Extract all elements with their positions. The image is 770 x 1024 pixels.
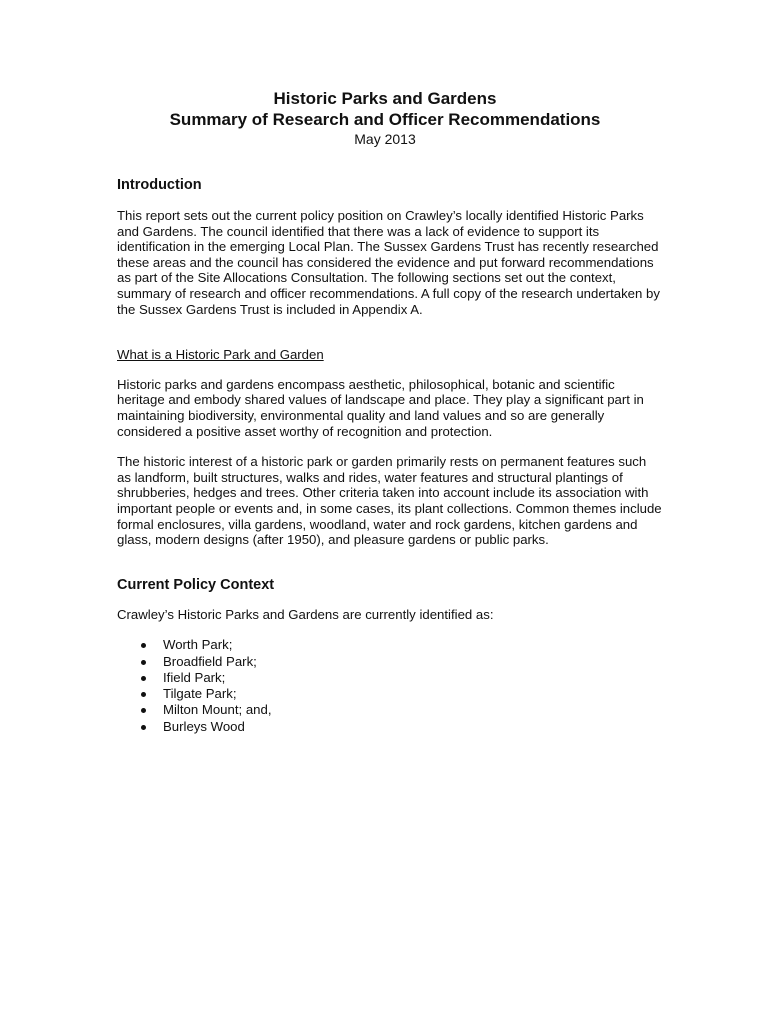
- policy-context-intro: Crawley’s Historic Parks and Gardens are currently identified as:: [117, 606, 494, 622]
- what-is-heading: What is a Historic Park and Garden: [117, 347, 324, 363]
- list-item-label: Ifield Park;: [163, 669, 226, 685]
- title-block: [0, 88, 770, 148]
- list-item: [117, 670, 662, 686]
- list-item: [117, 702, 662, 718]
- introduction-heading: Introduction: [117, 177, 202, 193]
- list-item: [117, 719, 662, 735]
- bullet-icon: [141, 708, 146, 713]
- list-item: [117, 637, 662, 653]
- what-is-paragraph-2: The historic interest of a historic park or garden primarily rests on permanent features such as landform, built structures, walks and rides, water features and structural plantings of shrubberies, hedges and trees. Other criteria taken into account include its association with important people or events and, in some cases, its plant collections. Common themes include formal enclosures, villa gardens, woodland, water and rock gardens, kitchen gardens and glass, modern designs (after 1950), and pleasure gardens or public parks.: [117, 454, 662, 548]
- list-item-label: Worth Park;: [163, 637, 233, 653]
- list-item-label: Milton Mount; and,: [163, 702, 272, 718]
- bullet-icon: [141, 660, 146, 665]
- historic-parks-list: [117, 637, 662, 735]
- document-date: May 2013: [354, 131, 416, 147]
- list-item: [117, 654, 662, 670]
- bullet-icon: [141, 725, 146, 730]
- list-item-label: Broadfield Park;: [163, 653, 257, 669]
- bullet-icon: [141, 643, 146, 648]
- what-is-paragraph-1: Historic parks and gardens encompass aesthetic, philosophical, botanic and scientific heritage and embody shared values of landscape and place. They play a significant part in maintaining biodiversity, environmental quality and land values and so are generally considered a positive asset worthy of recognition and protection.: [117, 376, 644, 439]
- bullet-icon: [141, 676, 146, 681]
- policy-context-heading: Current Policy Context: [117, 576, 275, 593]
- list-item-label: Tilgate Park;: [163, 686, 237, 702]
- document-body: [117, 176, 662, 735]
- bullet-icon: [141, 692, 146, 697]
- introduction-paragraph: This report sets out the current policy position on Crawley’s locally identified Historic Parks and Gardens. The council identified that there was a lack of evidence to support its identification in the emerging Local Plan. The Sussex Gardens Trust has recently researched these areas and the council has considered the evidence and put forward recommendations as part of the Site Allocations Consultation. The following sections set out the context, summary of research and officer recommendations. A full copy of the research undertaken by the Sussex Gardens Trust is included in Appendix A.: [117, 208, 660, 317]
- list-item: [117, 686, 662, 702]
- document-title: Historic Parks and Gardens: [273, 89, 497, 108]
- list-item-label: Burleys Wood: [163, 718, 245, 734]
- document-subtitle: Summary of Research and Officer Recommendations: [169, 110, 601, 129]
